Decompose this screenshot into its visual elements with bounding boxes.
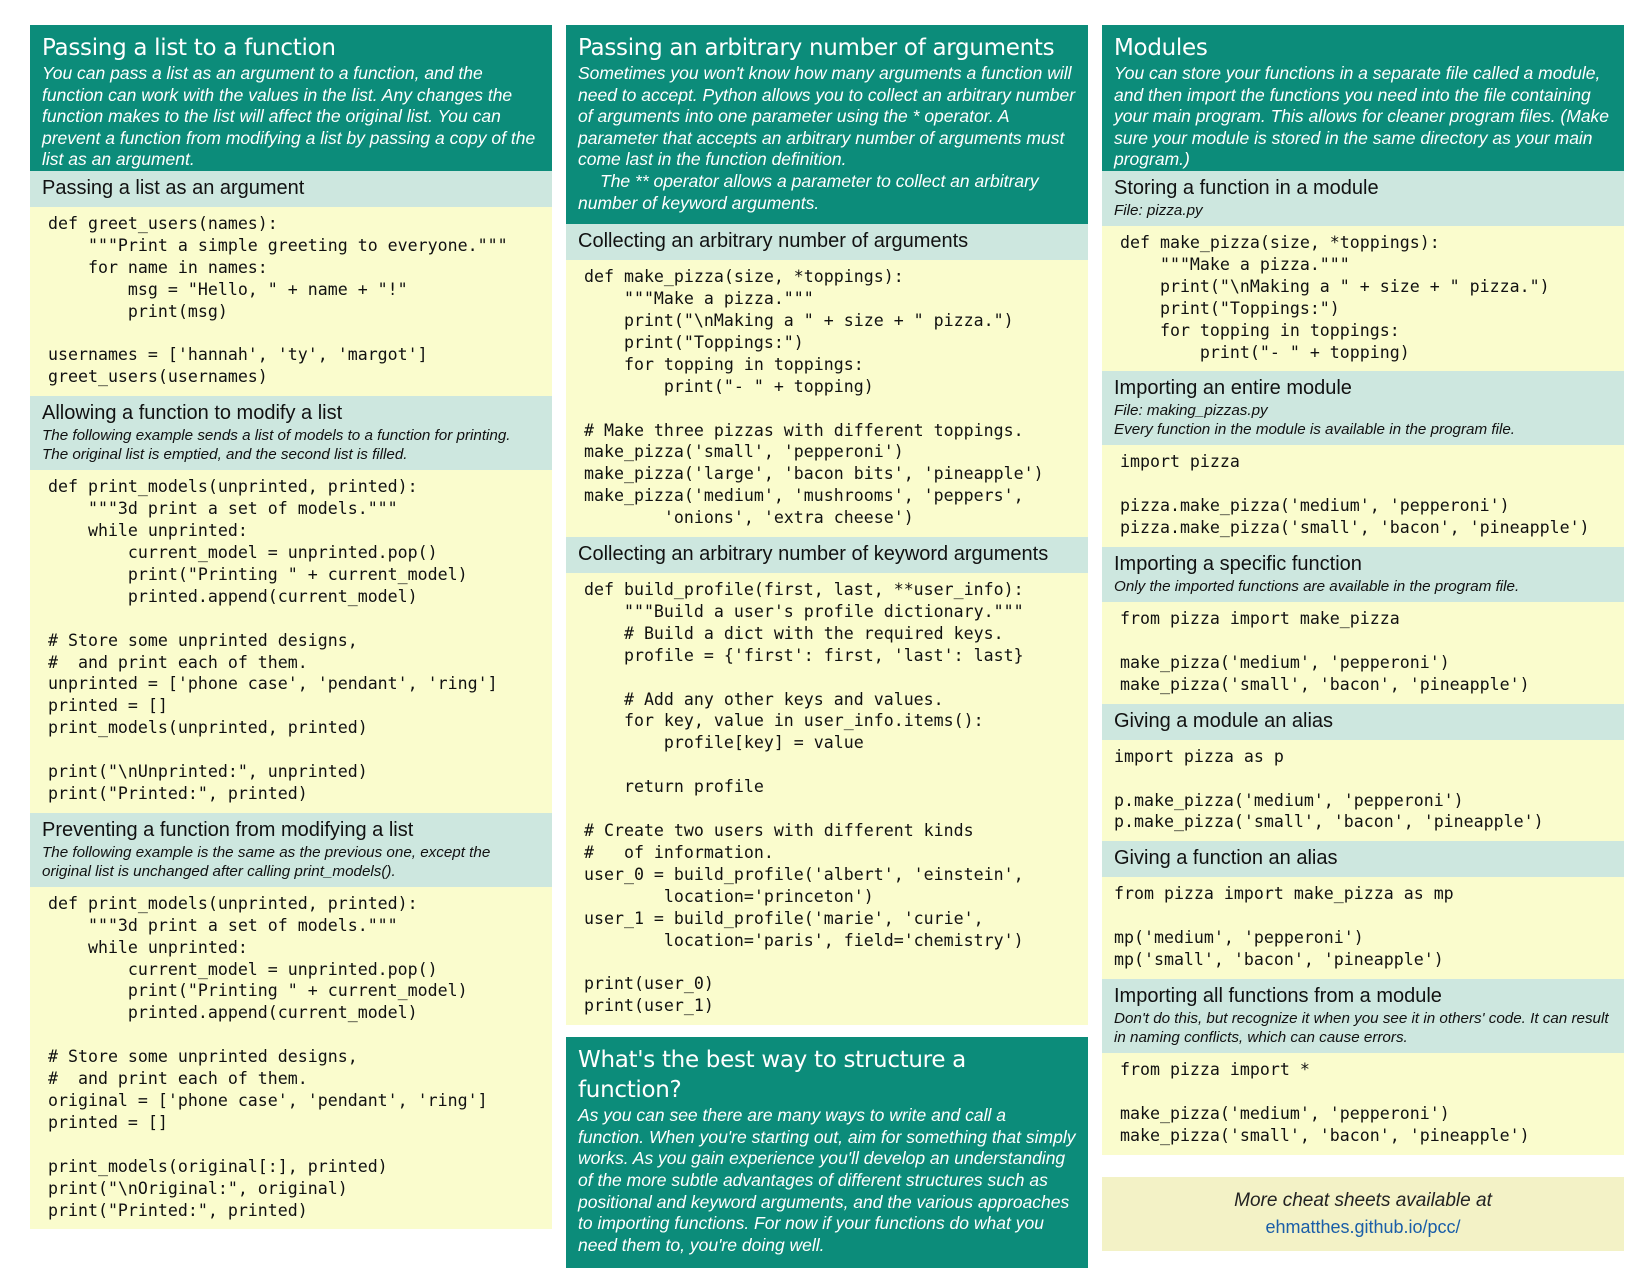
code-block: import pizza pizza.make_pizza('medium', 'pepperoni') pizza.make_pizza('small', 'bacon', 'pineapple')	[1102, 445, 1624, 547]
code-block: def print_models(unprinted, printed): """3d print a set of models.""" while unprinted: current_model = unprinted.pop() print("Printing " + current_model) printed.append(current_model) # Store some unprinted designs, # and print each of them. unprinted = ['phone case', 'pendant', 'ring'] printed = [] print_models(unprinted, printed) print("\nUnprinted:", unprinted) print("Printed:", printed)	[30, 470, 552, 813]
section-title: Allowing a function to modify a list	[42, 402, 343, 425]
section-subtitle: File: pizza.py	[1114, 202, 1203, 219]
section-header	[1102, 547, 1624, 602]
banner-text: Sometimes you won't know how many arguments a function will need to accept. Python allows you to collect an arbitrary number of arguments into one parameter using the * operator. A parameter that accepts an arbitrary number of arguments must come last in the function definition.	[578, 63, 1076, 170]
code-block: def build_profile(first, last, **user_info): """Build a user's profile dictionary.""" # Build a dict with the required keys. profile = {'first': first, 'last': last} # Add any other keys and values. for key, value in user_info.items(): profile[key] = value return profile # Create two users with different kinds # of information. user_0 = build_profile('albert', 'einstein', location='princeton') user_1 = build_profile('marie', 'curie', location='paris', field='chemistry') print(user_0) print(user_1)	[566, 573, 1088, 1025]
banner-title: What's the best way to structure a function?	[578, 1047, 966, 1104]
section-title: Importing a specific function	[1114, 553, 1362, 576]
banner-modules	[1102, 25, 1624, 171]
banner-text-2: The ** operator allows a parameter to collect an arbitrary number of keyword arguments.	[578, 170, 1039, 213]
section-header	[30, 171, 552, 207]
banner-title: Passing a list to a function	[42, 35, 336, 61]
footer-box	[1102, 1177, 1624, 1251]
section-header	[1102, 704, 1624, 740]
column-arbitrary-args	[566, 25, 1088, 1268]
code-block: import pizza as p p.make_pizza('medium', 'pepperoni') p.make_pizza('small', 'bacon', 'pineapple')	[1102, 740, 1624, 842]
column-lists	[30, 25, 552, 1229]
footer-text: More cheat sheets available at	[1234, 1189, 1492, 1211]
code-block: def make_pizza(size, *toppings): """Make a pizza.""" print("\nMaking a " + size + " pizza.") print("Toppings:") for topping in toppings: print("- " + topping)	[1102, 226, 1624, 371]
section-title: Collecting an arbitrary number of arguments	[578, 230, 969, 253]
section-title: Storing a function in a module	[1114, 177, 1379, 199]
section-title: Importing an entire module	[1114, 377, 1352, 400]
section-title: Giving a function an alias	[1114, 847, 1338, 870]
section-header	[30, 813, 552, 887]
section-header	[1102, 171, 1624, 226]
code-block: from pizza import make_pizza as mp mp('medium', 'pepperoni') mp('small', 'bacon', 'pineapple')	[1102, 877, 1624, 979]
section-subtitle: The following example sends a list of models to a function for printing. The original list is emptied, and the second list is filled.	[42, 427, 511, 464]
section-title: Passing a list as an argument	[42, 177, 305, 199]
code-block: def print_models(unprinted, printed): """3d print a set of models.""" while unprinted: current_model = unprinted.pop() print("Printing " + current_model) printed.append(current_model) # Store some unprinted designs, # and print each of them. original = ['phone case', 'pendant', 'ring'] printed = [] print_models(original[:], printed) print("\nOriginal:", original) print("Printed:", printed)	[30, 887, 552, 1230]
section-subtitle: File: making_pizzas.py Every function in the module is available in the program file.	[1114, 402, 1515, 439]
section-title: Preventing a function from modifying a list	[42, 818, 414, 841]
code-block: def make_pizza(size, *toppings): """Make a pizza.""" print("\nMaking a " + size + " pizza.") print("Toppings:") for topping in toppings: print("- " + topping) # Make three pizzas with different toppings. make_pizza('small', 'pepperoni') make_pizza('large', 'bacon bits', 'pineapple') make_pizza('medium', 'mushrooms', 'peppers', 'onions', 'extra cheese')	[566, 260, 1088, 537]
section-header	[566, 537, 1088, 573]
section-subtitle: Don't do this, but recognize it when you see it in others' code. It can result in naming conflicts, which can cause errors.	[1114, 1009, 1609, 1046]
banner-title: Modules	[1114, 35, 1208, 61]
banner-text: You can store your functions in a separate file called a module, and then import the functions you need into the file containing your main program. This allows for cleaner program files. (Make sure your module is stored in the same directory as your main program.)	[1114, 63, 1610, 170]
section-header	[30, 396, 552, 470]
section-header	[1102, 979, 1624, 1053]
section-header	[1102, 841, 1624, 877]
banner-passing-list	[30, 25, 552, 171]
column-modules	[1102, 25, 1624, 1251]
code-block: from pizza import make_pizza make_pizza('medium', 'pepperoni') make_pizza('small', 'bacon', 'pineapple')	[1102, 602, 1624, 704]
footer-link[interactable]: ehmatthes.github.io/pcc/	[1265, 1216, 1461, 1237]
section-header	[1102, 371, 1624, 445]
section-title: Importing all functions from a module	[1114, 984, 1442, 1007]
code-block: from pizza import * make_pizza('medium', 'pepperoni') make_pizza('small', 'bacon', 'pineapple')	[1102, 1053, 1624, 1155]
section-subtitle: The following example is the same as the previous one, except the original list is unchanged after calling print_models().	[42, 843, 491, 880]
section-title: Giving a module an alias	[1114, 709, 1334, 732]
banner-arbitrary-args	[566, 25, 1088, 224]
section-subtitle: Only the imported functions are available in the program file.	[1114, 578, 1520, 596]
section-header	[566, 224, 1088, 260]
code-block: def greet_users(names): """Print a simple greeting to everyone.""" for name in names: msg = "Hello, " + name + "!" print(msg) usernames = ['hannah', 'ty', 'margot'] greet_users(usernames)	[30, 207, 552, 396]
banner-text: As you can see there are many ways to write and call a function. When you're starting out, aim for something that simply works. As you gain experience you'll develop an understanding of the more subtle advantages of different structures such as positional and keyword arguments, and the various approaches to importing functions. For now if your functions do what you need them to, you're doing well.	[578, 1105, 1076, 1255]
banner-text: You can pass a list as an argument to a function, and the function can work with the values in the list. Any changes the function makes to the list will affect the original list. You can prevent a function from modifying a list by passing a copy of the list as an argument.	[42, 63, 536, 170]
banner-title: Passing an arbitrary number of arguments	[578, 35, 1055, 61]
section-title: Collecting an arbitrary number of keyword arguments	[578, 543, 1049, 566]
banner-best-structure	[566, 1037, 1088, 1268]
